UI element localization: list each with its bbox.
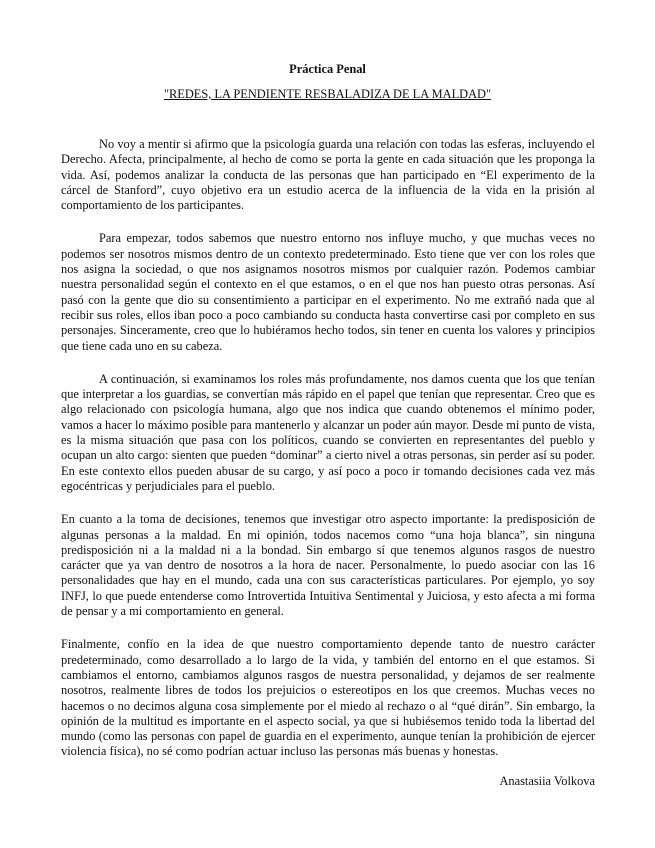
document-title: Práctica Penal	[289, 62, 366, 76]
paragraph-roles: A continuación, si examinamos los roles más profundamente, nos damos cuenta que los que tenían que interpretar a los guardias, se convertían más rápido en el papel que tenían que representar. Creo que es algo relacionado con psicología humana, algo que nos indica que cuando obtenemos el mínimo poder, vamos a hacer lo máximo posible para mantenerlo y alcanzar un poder aún mayor. Desde mi punto de vista, es la misma situación que pasa con los políticos, cuando se convierten en representantes del pueblo y ocupan un alto cargo: sienten que pueden “dominar” a cierto nivel a otras personas, sin perder así su poder. En este contexto ellos pueden abusar de su cargo, y así poco a poco ir tomando decisiones cada vez más egocéntricas y perjudiciales para el pueblo.	[61, 371, 596, 493]
document-body	[61, 137, 595, 778]
paragraph-conclusion: Finalmente, confío en la idea de que nuestro comportamiento depende tanto de nuestro carácter predeterminado, como desarrollado a lo largo de la vida, y también del entorno en el que estamos. Si cambiamos el entorno, cambiamos algunos rasgos de nuestra personalidad, y dejamos de ser realmente nosotros, realmente libres de todos los prejuicios o estereotipos en los que creemos. Muchas veces no hacemos o no decimos alguna cosa simplemente por el miedo al rechazo o al “qué dirán”. Sin embargo, la opinión de la multitud es importante en el aspecto social, ya que si hubiésemos tenido toda la libertad del mundo (como las personas con papel de guardia en el experimento, aunque tenían la prohibición de ejercer violencia física), no sé como podrían actuar incluso las personas más buenas y honestas.	[61, 637, 595, 759]
paragraph-entorno: Para empezar, todos sabemos que nuestro entorno nos influye mucho, y que muchas veces no podemos ser nosotros mismos dentro de un contexto predeterminado. Esto tiene que ver con los roles que nos asigna la sociedad, o que nos asignamos nosotros mismos por cualquier razón. Podemos cambiar nuestra personalidad según el contexto en el que estamos, o en el que nos han puesto otras personas. Así pasó con la gente que dio su consentimiento a participar en el experimento. No me extrañó nada que al recibir sus roles, ellos iban poco a poco cambiando su conducta hasta convertirse casi por completo en sus personajes. Sinceramente, creo que lo hubiéramos hecho todos, sin tener en cuenta los valores y principios que tiene cada uno en su cabeza.	[61, 231, 595, 353]
paragraph-intro: No voy a mentir si afirmo que la psicología guarda una relación con todas las esferas, incluyendo el Derecho. Afecta, principalmente, al hecho de como se porta la gente en cada situación que les proponga la vida. Así, podemos analizar la conducta de las personas que han participado en “El experimento de la cárcel de Stanford”, cuyo objetivo era un estudio acerca de la influencia de la vida en la prisión al comportamiento de los participantes.	[61, 137, 595, 213]
paragraph-decisiones: En cuanto a la toma de decisiones, tenemos que investigar otro aspecto importante: la predisposición de algunas personas a la maldad. En mi opinión, todos nacemos como “una hoja blanca”, sin ninguna predisposición ni a la maldad ni a la bondad. Sin embargo sí que tenemos algunos rasgos de nuestro carácter que ya van dentro de nosotros a la hora de nacer. Personalmente, lo puedo asociar con las 16 personalidades que hay en el mundo, cada una con sus características particulares. Por ejemplo, yo soy INFJ, lo que puede entenderse como Introvertida Intuitiva Sentimental y Juiciosa, y esto afecta a mi forma de pensar y a mi comportamiento en general.	[61, 512, 595, 619]
author-signature: Anastasiia Volkova	[499, 774, 595, 788]
document-subtitle: "REDES, LA PENDIENTE RESBALADIZA DE LA MALDAD"	[163, 87, 492, 101]
